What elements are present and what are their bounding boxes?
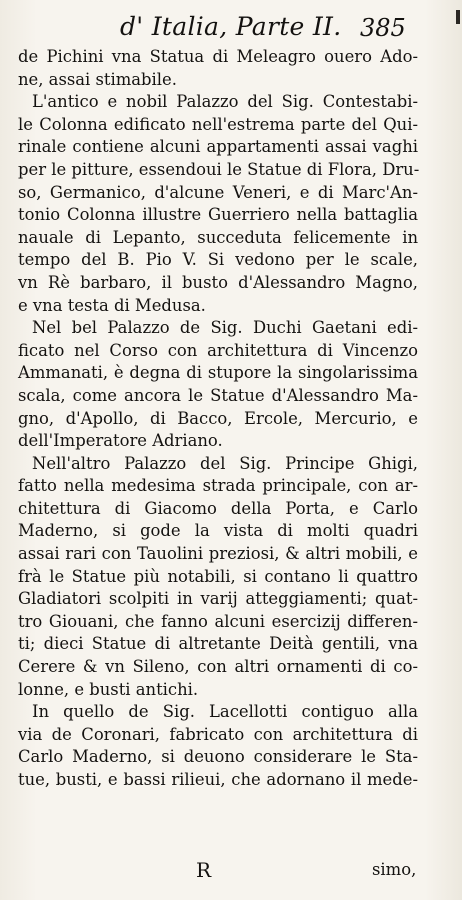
text-line: Ammanati, è degna di stupore la singolarissima [18,363,418,383]
text-line: Maderno, si gode la vista di molti quadri [18,521,418,541]
text-line: ti; dieci Statue di altretante Deità gentili, vna [18,634,418,654]
text-line: Gladiatori scolpiti in varij atteggiamenti; quat- [18,589,418,609]
paragraph-start-line: Nel bel Palazzo de Sig. Duchi Gaetani edi- [32,318,418,338]
text-line: de Pichini vna Statua di Meleagro ouero Ado- [18,47,418,66]
text-line: tempo del B. Pio V. Si vedono per le scale, [18,250,418,270]
text-body [18,46,418,792]
text-line: dell'Imperatore Adriano. [18,431,223,451]
text-line: frà le Statue più notabili, si contano li quattro [18,566,418,586]
signature-mark: R [196,858,212,882]
page-footer [0,858,462,884]
text-line: Cerere & vn Sileno, con altri ornamenti di co- [18,657,418,677]
paragraph-start-line: In quello de Sig. Lacellotti contiguo alla [32,702,418,722]
paragraph-start-line: Nell'altro Palazzo del Sig. Principe Ghigi, [32,453,418,473]
text-line: Carlo Maderno, si deuono considerare le Sta- [18,747,418,767]
text-line: tonio Colonna illustre Guerriero nella battaglia [18,205,418,225]
text-line: via de Coronari, fabricato con architettura di [18,724,418,744]
running-title: d' Italia, Parte II. [120,12,342,41]
text-line: so, Germanico, d'alcune Veneri, e di Marc'An- [18,182,418,202]
text-line: lonne, e busti antichi. [18,679,199,699]
text-line: tue, busti, e bassi rilieui, che adornano il mede- [18,770,418,789]
text-line: fatto nella medesima strada principale, con ar- [18,476,418,496]
text-line: assai rari con Tauolini preziosi, & altri mobili, e [18,544,418,564]
text-line: le Colonna edificato nell'estrema parte del Qui- [18,114,418,134]
catchword: simo, [372,860,417,879]
paragraph-start-line: L'antico e nobil Palazzo del Sig. Contestabi- [32,92,418,112]
page-number: 385 [360,14,406,42]
text-line: chitettura di Giacomo della Porta, e Carlo [18,498,418,518]
page-header [0,10,462,46]
text-line: scala, come ancora le Statue d'Alessandro Ma- [18,385,418,405]
text-line: gno, d'Apollo, di Bacco, Ercole, Mercurio, e [18,408,418,428]
text-line: per le pitture, essendoui le Statue di Flora, Dru- [18,159,420,179]
text-line: rinale contiene alcuni appartamenti assai vaghi [18,137,418,157]
text-line: e vna testa di Medusa. [18,295,206,315]
text-line: ficato nel Corso con architettura di Vincenzo [18,340,418,360]
text-line: vn Rè barbaro, il busto d'Alessandro Magno, [18,272,418,292]
text-line: ne, assai stimabile. [18,69,177,89]
text-line: nauale di Lepanto, succeduta felicemente in [18,227,418,247]
text-line: tro Giouani, che fanno alcuni esercizij differen- [18,611,418,631]
